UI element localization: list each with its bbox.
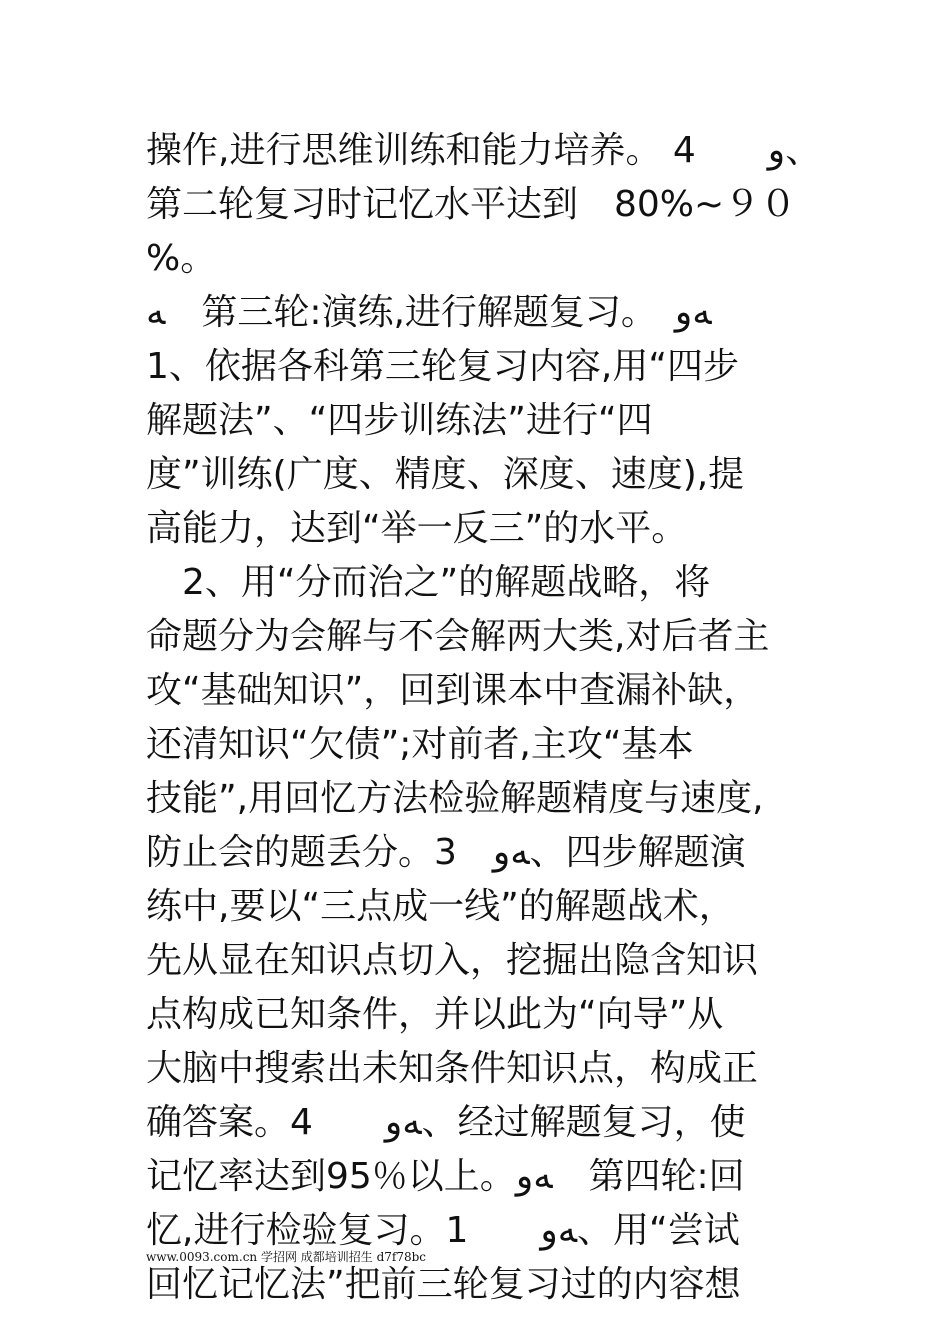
text-line: 回忆记忆法”把前三轮复习过的内容想	[146, 1264, 741, 1305]
text-line: %。	[146, 238, 217, 279]
text-line: 2、用“分而治之”的解题战略，将	[146, 562, 711, 603]
text-line: 记忆率达到95％以上。ﻪﻭ 第四轮:回	[146, 1156, 745, 1197]
text-line: 忆,进行检验复习。1 ﻪﻭ、用“尝试	[146, 1210, 740, 1251]
text-line: 点构成已知条件，并以此为“向导”从	[146, 994, 724, 1035]
text-line: 攻“基础知识”，回到课本中查漏补缺，	[146, 670, 760, 711]
text-line: 操作,进行思维训练和能力培养。 4 ﻭ、	[146, 130, 822, 171]
text-line: 大脑中搜索出未知条件知识点，构成正	[146, 1048, 759, 1089]
text-line: 命题分为会解与不会解两大类,对后者主	[146, 616, 770, 657]
text-line: 先从显在知识点切入，挖掘出隐含知识	[146, 940, 759, 981]
text-line: 确答案。4 ﻪﻭ、经过解题复习，使	[146, 1102, 746, 1143]
text-line: ﻪ 第三轮:演练,进行解题复习。 ﻪﻭ	[146, 292, 712, 333]
page-footer: www.0093.com.cn 学招网 成都培训招生 d7f78bc	[146, 1250, 427, 1264]
text-line: 度”训练(广度、精度、深度、速度),提	[146, 454, 745, 495]
text-line: 1、依据各科第三轮复习内容,用“四步	[146, 346, 739, 387]
body-text	[146, 124, 836, 1312]
text-line: 练中,要以“三点成一线”的解题战术，	[146, 886, 735, 927]
text-line: 高能力，达到“举一反三”的水平。	[146, 508, 688, 549]
text-line: 第二轮复习时记忆水平达到 80%~９０	[146, 184, 797, 225]
text-line: 解题法”、“四步训练法”进行“四	[146, 400, 653, 441]
text-line: 防止会的题丢分。3 ﻪﻭ、四步解题演	[146, 832, 746, 873]
text-line: 还清知识“欠债”;对前者,主攻“基本	[146, 724, 694, 765]
text-line: 技能”,用回忆方法检验解题精度与速度,	[146, 778, 764, 819]
